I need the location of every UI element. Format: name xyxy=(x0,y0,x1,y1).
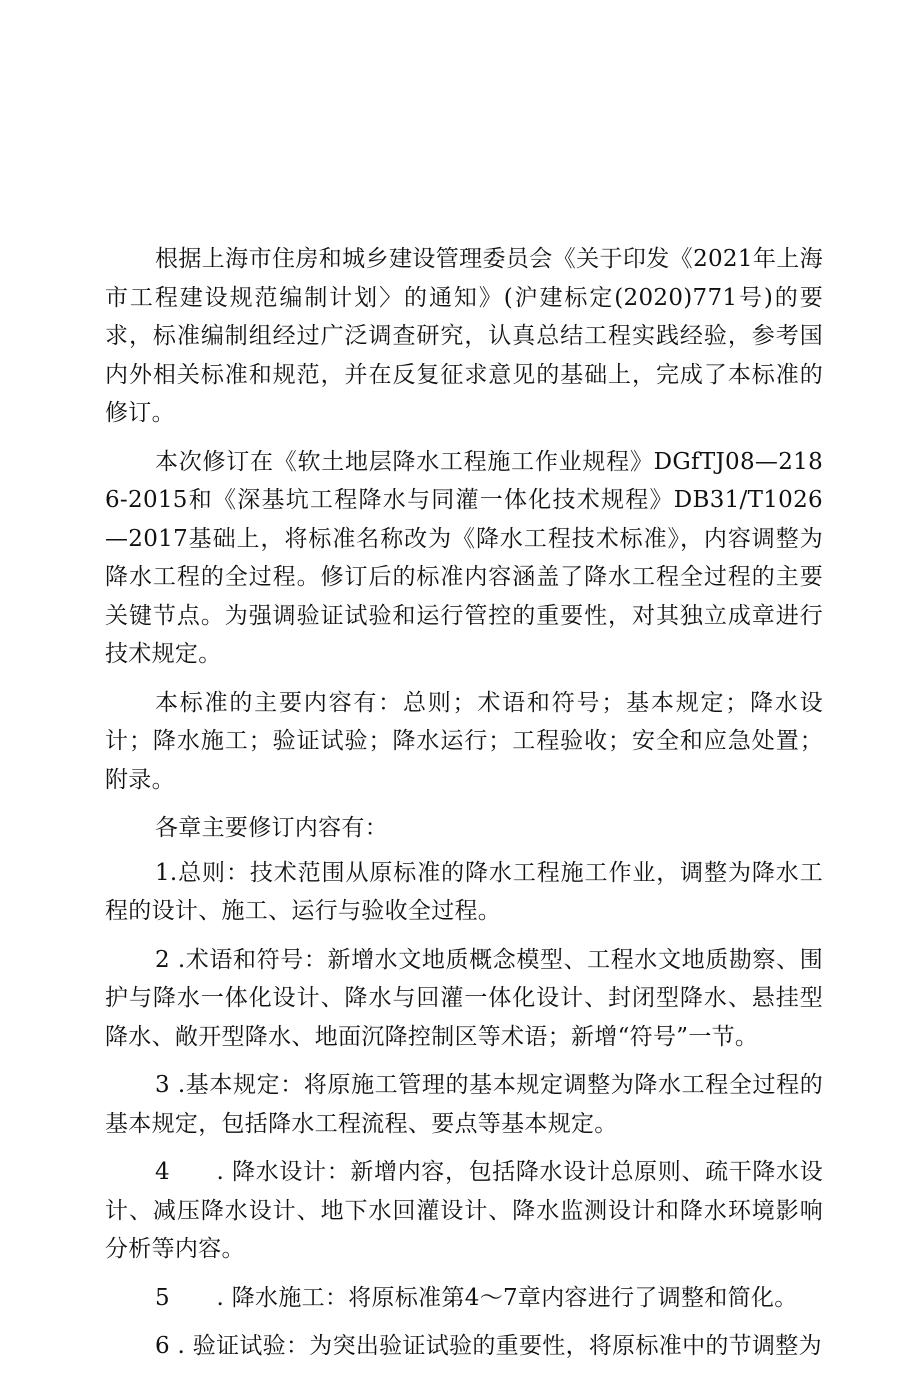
list-item-verification-test: 6 . 验证试验：为突出验证试验的重要性，将原标准中的节调整为 xyxy=(155,1333,822,1359)
paragraph-intro: 根据上海市住房和城乡建设管理委员会《关于印发《2021年上海市工程建设规范编制计划〉的通知》(沪建标定(2020)771号)的要求，标准编制组经过广泛调查研究，认真总结工程实践经验，参考国内外相关标准和规范，并在反复征求意见的基础上，完成了本标准的修订。 xyxy=(105,246,823,426)
paragraph-main-contents: 本标准的主要内容有：总则；术语和符号；基本规定；降水设计；降水施工；验证试验；降水运行；工程验收；安全和应急处置；附录。 xyxy=(105,689,823,793)
list-item-dewatering-construction: 5 . 降水施工：将原标准第4～7章内容进行了调整和简化。 xyxy=(155,1284,798,1311)
list-item-general-provisions: 1.总则：技术范围从原标准的降水工程施工作业，调整为降水工程的设计、施工、运行与验收全过程。 xyxy=(105,859,823,924)
paragraph-revision-basis: 本次修订在《软土地层降水工程施工作业规程》DGfTJ08—2186-2015和《深基坑工程降水与同灌一体化技术规程》DB31/T1026—2017基础上，将标准名称改为《降水工程技术标准》，内容调整为降水工程的全过程。修订后的标准内容涵盖了降水工程全过程的主要关键节点。为强调验证试验和运行管控的重要性，对其独立成章进行技术规定。 xyxy=(105,448,823,667)
list-item-dewatering-design: 4 . 降水设计：新增内容，包括降水设计总原则、疏干降水设计、减压降水设计、地下水回灌设计、降水监测设计和降水环境影响分析等内容。 xyxy=(105,1159,823,1262)
list-item-basic-requirements: 3 .基本规定：将原施工管理的基本规定调整为降水工程全过程的基本规定，包括降水工程流程、要点等基本规定。 xyxy=(105,1072,823,1137)
document-body xyxy=(105,240,823,1376)
paragraph-chapter-heading: 各章主要修订内容有： xyxy=(155,815,388,841)
list-item-terms-symbols: 2 .术语和符号：新增水文地质概念模型、工程水文地质勘察、围护与降水一体化设计、降水与回灌一体化设计、封闭型降水、悬挂型降水、敞开型降水、地面沉降控制区等术语；新增“符号”一节。 xyxy=(105,946,823,1050)
